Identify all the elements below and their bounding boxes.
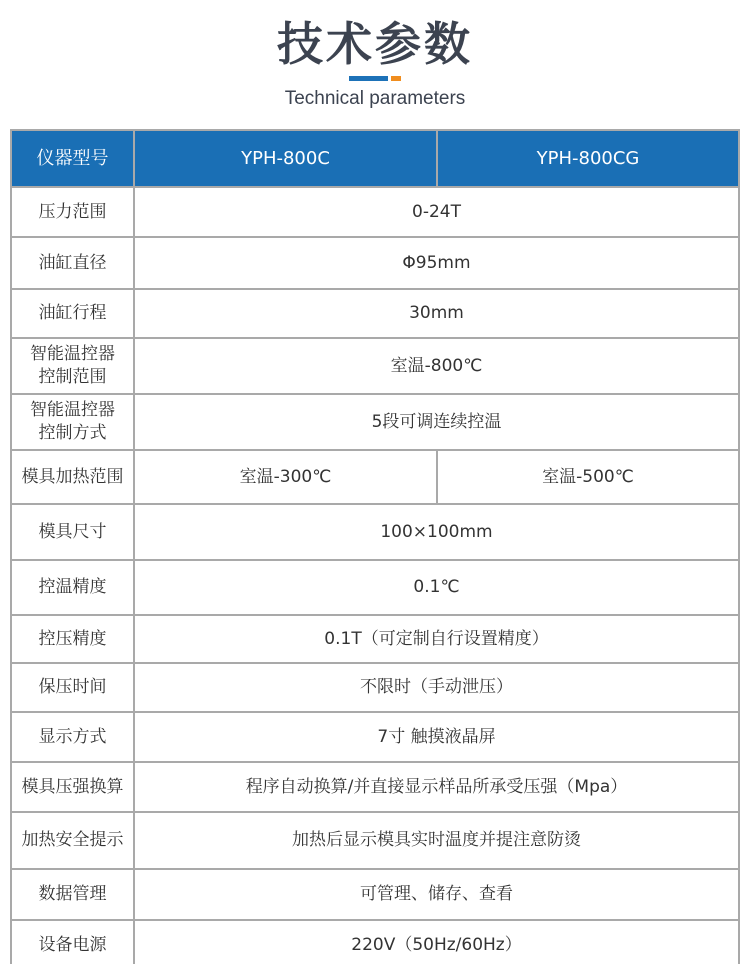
table-header-row (12, 131, 738, 186)
row-value: Φ95mm (135, 238, 738, 288)
page-title: 技术参数 (277, 17, 473, 71)
row-label: 模具压强换算 (12, 763, 133, 811)
page-subtitle: Technical parameters (284, 88, 466, 109)
row-label: 显示方式 (12, 713, 133, 761)
table-row (12, 505, 738, 559)
underline-blue-bar (349, 76, 388, 81)
row-label: 模具加热范围 (12, 451, 133, 503)
row-label: 控温精度 (12, 561, 133, 614)
table-row (12, 870, 738, 919)
row-value: 0.1℃ (135, 561, 738, 614)
row-label: 保压时间 (12, 664, 133, 711)
table-row (12, 763, 738, 811)
row-label: 油缸行程 (12, 290, 133, 337)
row-value-yph-800cg: 室温-500℃ (438, 451, 738, 503)
row-value: 加热后显示模具实时温度并提注意防烫 (135, 813, 738, 868)
row-value: 0.1T（可定制自行设置精度） (135, 616, 738, 662)
row-value: 程序自动换算/并直接显示样品所承受压强（Mpa） (135, 763, 738, 811)
underline-orange-bar (391, 76, 401, 81)
row-label: 智能温控器 控制范围 (12, 339, 133, 393)
row-label: 压力范围 (12, 188, 133, 236)
table-row (12, 290, 738, 337)
row-value: 不限时（手动泄压） (135, 664, 738, 711)
row-label: 设备电源 (12, 921, 133, 970)
spec-table (10, 129, 740, 964)
table-row (12, 713, 738, 761)
row-value: 220V（50Hz/60Hz） (135, 921, 738, 970)
row-label: 智能温控器 控制方式 (12, 395, 133, 449)
row-label: 加热安全提示 (12, 813, 133, 868)
row-value: 可管理、储存、查看 (135, 870, 738, 919)
row-value: 7寸 触摸液晶屏 (135, 713, 738, 761)
table-row (12, 451, 738, 503)
row-value: 0-24T (135, 188, 738, 236)
row-value-yph-800c: 室温-300℃ (135, 451, 436, 503)
table-row (12, 395, 738, 449)
row-label: 控压精度 (12, 616, 133, 662)
table-row (12, 238, 738, 288)
table-row (12, 921, 738, 970)
row-label: 油缸直径 (12, 238, 133, 288)
row-label: 数据管理 (12, 870, 133, 919)
row-label: 模具尺寸 (12, 505, 133, 559)
row-value: 30mm (135, 290, 738, 337)
header-cell-model: 仪器型号 (12, 131, 133, 186)
table-row (12, 616, 738, 662)
row-value: 室温-800℃ (135, 339, 738, 393)
table-row (12, 664, 738, 711)
row-value: 5段可调连续控温 (135, 395, 738, 449)
table-row (12, 339, 738, 393)
title-underline (349, 76, 401, 81)
table-row (12, 188, 738, 236)
row-value: 100×100mm (135, 505, 738, 559)
table-row (12, 561, 738, 614)
header-cell-ypH-800c: YPH-800C (135, 131, 436, 186)
table-row (12, 813, 738, 868)
header-cell-yph-800cg: YPH-800CG (438, 131, 738, 186)
